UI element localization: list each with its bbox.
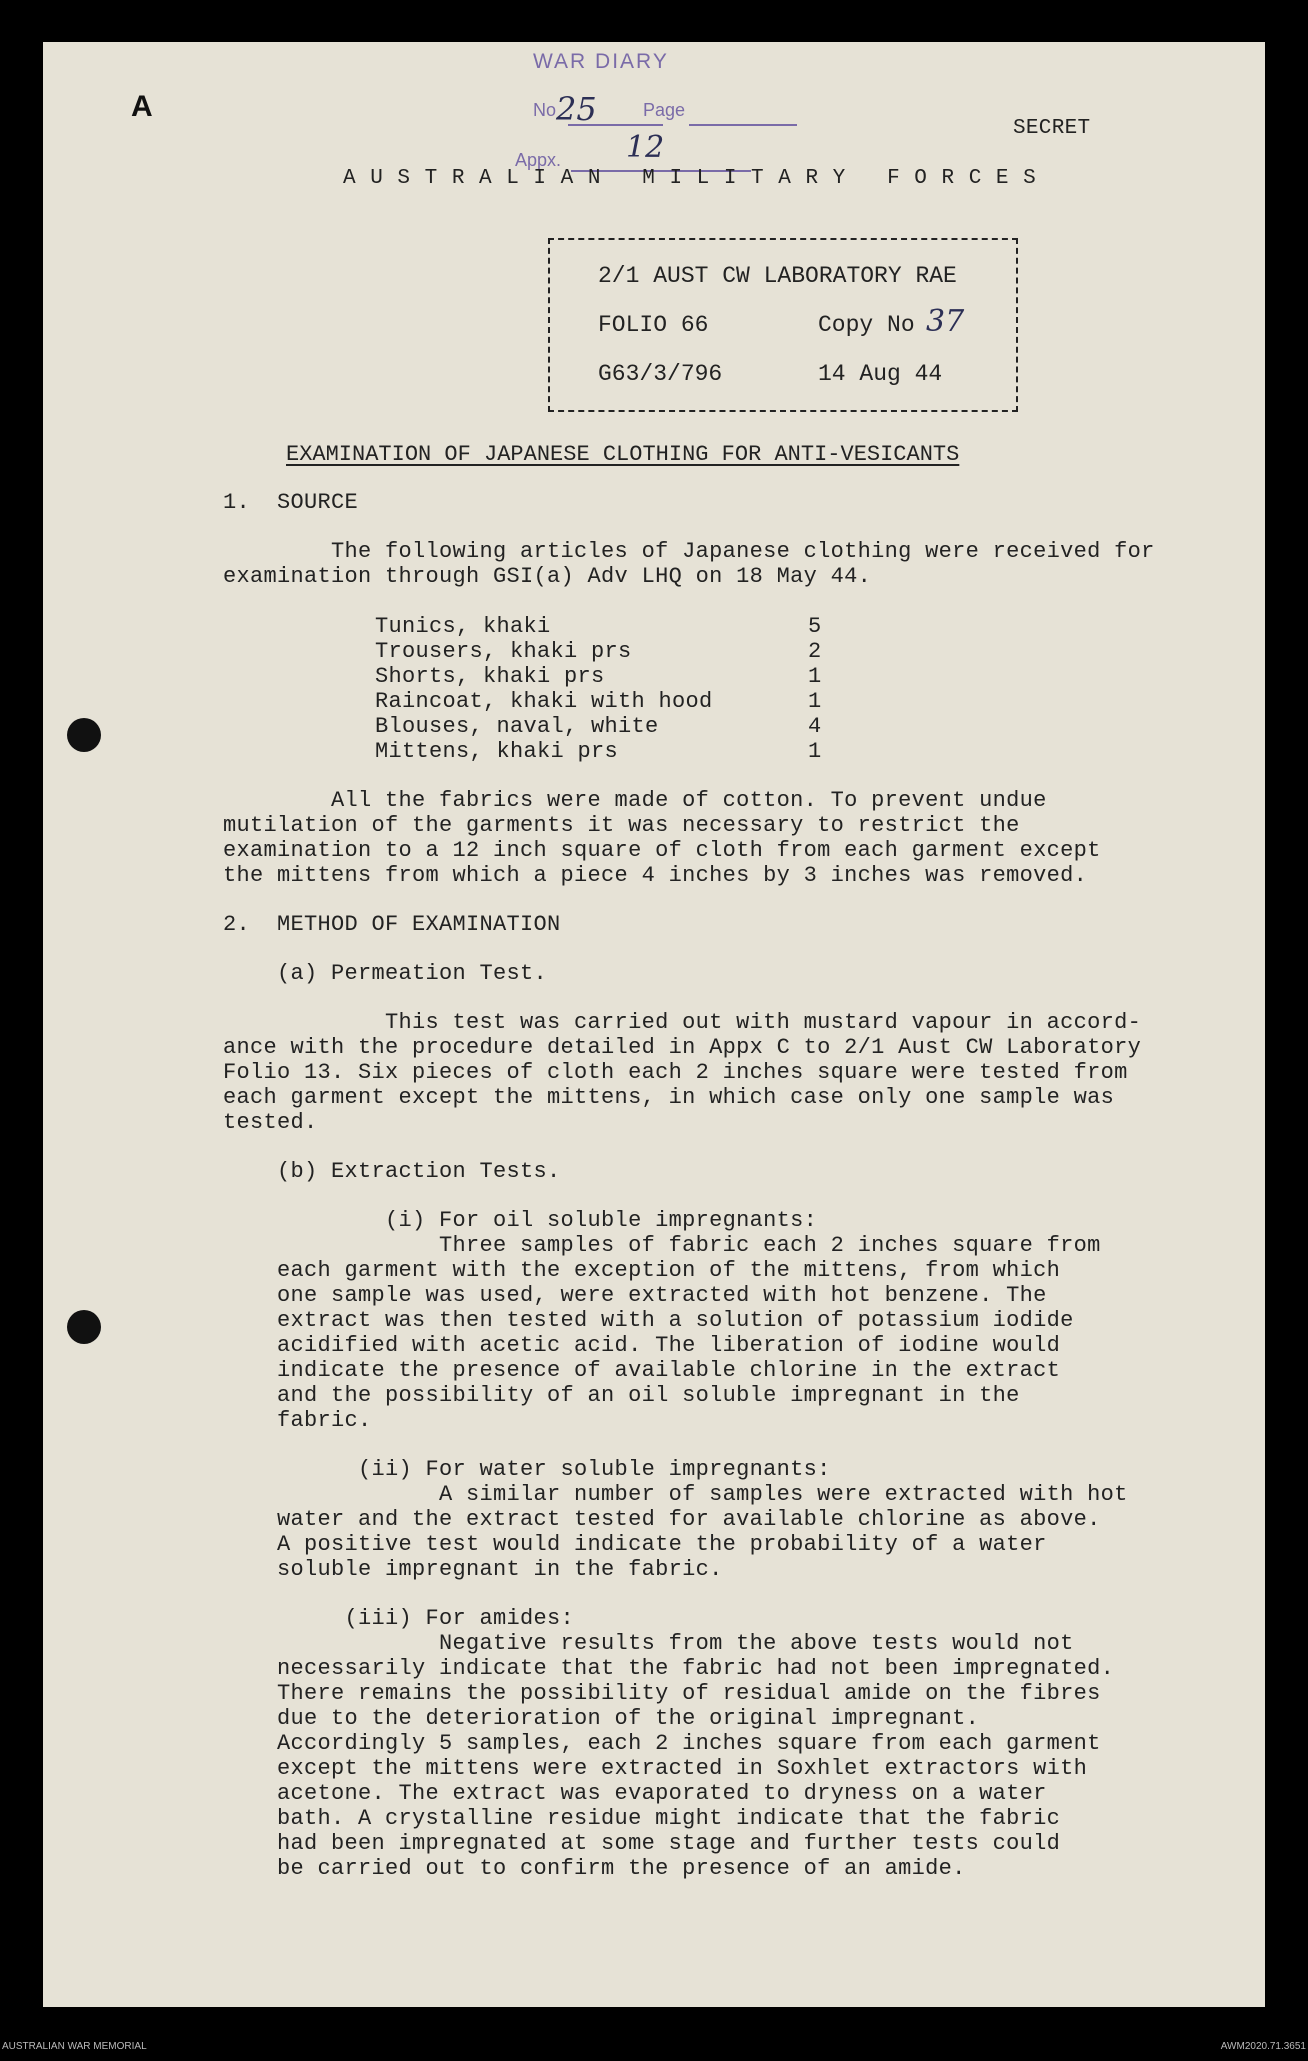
punch-hole — [67, 718, 101, 752]
section-1-title: 1. SOURCE — [223, 490, 359, 515]
subsection-a-line-4: each garment except the mittens, in which case only one sample was — [223, 1085, 1115, 1110]
item-i-line-7: and the possibility of an oil soluble impregnant in the — [223, 1383, 1020, 1408]
stamp-page-line — [689, 124, 797, 126]
archive-reference: AWM2020.71.3651 — [1220, 2041, 1306, 2052]
list-item-name: Tunics, khaki — [375, 614, 551, 639]
section-2-title: 2. METHOD OF EXAMINATION — [223, 912, 561, 937]
subsection-a-title: (a) Permeation Test. — [223, 961, 548, 986]
subsection-a-line-5: tested. — [223, 1110, 318, 1135]
section-1-para-line-4: the mittens from which a piece 4 inches by 3 inches was removed. — [223, 863, 1088, 888]
document-heading: EXAMINATION OF JAPANESE CLOTHING FOR ANTI-VESICANTS — [286, 442, 960, 467]
document-page — [43, 42, 1265, 2007]
subsection-a-line-1: This test was carried out with mustard vapour in accord- — [223, 1010, 1142, 1035]
copy-label: Copy No — [818, 312, 915, 338]
reference-box — [548, 238, 1018, 412]
item-ii-line-2: water and the extract tested for available chlorine as above. — [223, 1507, 1101, 1532]
section-1-intro-line-1: The following articles of Japanese clothing were received for — [223, 539, 1155, 564]
item-i-line-2: each garment with the exception of the mittens, from which — [223, 1258, 1061, 1283]
item-iii-line-2: necessarily indicate that the fabric had not been impregnated. — [223, 1656, 1115, 1681]
item-i-line-1: Three samples of fabric each 2 inches square from — [223, 1233, 1101, 1258]
item-iii-title: (iii) For amides: — [223, 1606, 575, 1631]
item-i-title: (i) For oil soluble impregnants: — [223, 1208, 818, 1233]
item-ii-line-1: A similar number of samples were extracted with hot — [223, 1482, 1128, 1507]
item-iii-line-1: Negative results from the above tests would not — [223, 1631, 1074, 1656]
item-i-line-5: acidified with acetic acid. The liberation of iodine would — [223, 1333, 1061, 1358]
item-iii-line-8: bath. A crystalline residue might indicate that the fabric — [223, 1806, 1061, 1831]
list-item-name: Blouses, naval, white — [375, 714, 659, 739]
list-item-name: Trousers, khaki prs — [375, 639, 632, 664]
handwritten-diary-no: 25 — [556, 90, 597, 128]
file-reference: G63/3/796 — [598, 361, 723, 387]
item-iii-line-4: due to the deterioration of the original impregnant. — [223, 1706, 980, 1731]
item-ii-title: (ii) For water soluble impregnants: — [223, 1457, 831, 1482]
list-item-qty: 1 — [808, 689, 822, 714]
unit-line: 2/1 AUST CW LABORATORY RAE — [598, 263, 957, 289]
subsection-a-line-2: ance with the procedure detailed in Appx C to 2/1 Aust CW Laboratory — [223, 1035, 1142, 1060]
subsection-b-title: (b) Extraction Tests. — [223, 1159, 561, 1184]
item-i-line-3: one sample was used, were extracted with hot benzene. The — [223, 1283, 1047, 1308]
folio-number: FOLIO 66 — [598, 312, 709, 338]
item-i-line-8: fabric. — [223, 1408, 372, 1433]
organization-header: A U S T R A L I A N M I L I T A R Y F O R C E S — [343, 167, 1037, 190]
classification-label: SECRET — [1013, 117, 1091, 140]
item-iii-line-10: be carried out to confirm the presence of an amide. — [223, 1856, 966, 1881]
item-i-line-4: extract was then tested with a solution of potassium iodide — [223, 1308, 1074, 1333]
list-item-name: Mittens, khaki prs — [375, 739, 619, 764]
section-1-para-line-2: mutilation of the garments it was necessary to restrict the — [223, 813, 1020, 838]
list-item-qty: 5 — [808, 614, 822, 639]
item-iii-line-7: acetone. The extract was evaporated to dryness on a water — [223, 1781, 1047, 1806]
stamp-title: WAR DIARY — [533, 50, 669, 73]
handwritten-mark: A — [131, 90, 153, 123]
item-ii-line-3: A positive test would indicate the probability of a water — [223, 1532, 1047, 1557]
section-1-para-line-1: All the fabrics were made of cotton. To prevent undue — [223, 788, 1047, 813]
stamp-appx-label: Appx. — [515, 150, 562, 170]
item-iii-line-5: Accordingly 5 samples, each 2 inches square from each garment — [223, 1731, 1101, 1756]
subsection-a-line-3: Folio 13. Six pieces of cloth each 2 inches square were tested from — [223, 1060, 1128, 1085]
list-item-qty: 1 — [808, 664, 822, 689]
list-item-qty: 1 — [808, 739, 822, 764]
item-ii-line-4: soluble impregnant in the fabric. — [223, 1557, 723, 1582]
list-item-name: Shorts, khaki prs — [375, 664, 605, 689]
item-iii-line-9: had been impregnated at some stage and further tests could — [223, 1831, 1061, 1856]
item-iii-line-3: There remains the possibility of residual amide on the fibres — [223, 1681, 1101, 1706]
list-item-qty: 2 — [808, 639, 822, 664]
section-1-intro-line-2: examination through GSI(a) Adv LHQ on 18 May 44. — [223, 564, 872, 589]
list-item-name: Raincoat, khaki with hood — [375, 689, 713, 714]
handwritten-copy-no: 37 — [926, 304, 965, 339]
section-1-para-line-3: examination to a 12 inch square of cloth from each garment except — [223, 838, 1101, 863]
document-date: 14 Aug 44 — [818, 361, 943, 387]
archive-credit: AUSTRALIAN WAR MEMORIAL — [2, 2041, 147, 2052]
list-item-qty: 4 — [808, 714, 822, 739]
punch-hole — [67, 1310, 101, 1344]
item-i-line-6: indicate the presence of available chlorine in the extract — [223, 1358, 1061, 1383]
handwritten-appx-no: 12 — [626, 130, 665, 165]
stamp-page-label: Page — [643, 100, 686, 120]
stamp-no-label: No — [533, 100, 557, 120]
item-iii-line-6: except the mittens were extracted in Soxhlet extractors with — [223, 1756, 1088, 1781]
